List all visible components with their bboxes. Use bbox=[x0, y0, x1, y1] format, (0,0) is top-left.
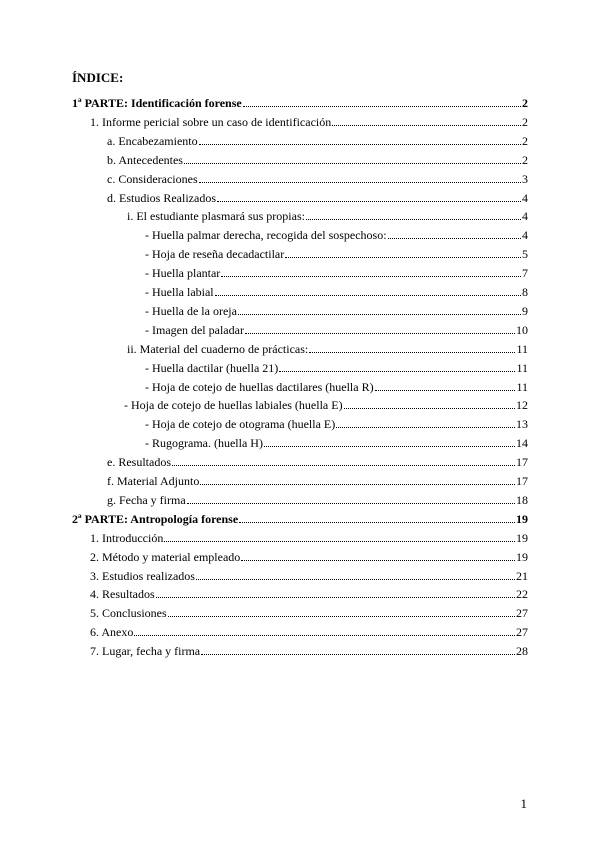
toc-entry-label: - Hoja de cotejo de huellas labiales (huella E) bbox=[124, 398, 343, 413]
toc-entry-page: 2 bbox=[522, 96, 528, 110]
toc-entry-label: d. Estudios Realizados bbox=[107, 190, 216, 205]
toc-entry-label: 2ª PARTE: Antropología forense bbox=[72, 511, 239, 526]
toc-leader-dots bbox=[134, 635, 515, 636]
toc-entry-label: - Rugograma. (huella H) bbox=[145, 436, 263, 451]
toc-entry[interactable] bbox=[107, 133, 528, 149]
toc-entry[interactable] bbox=[145, 360, 528, 376]
toc-entry[interactable] bbox=[90, 114, 528, 130]
toc-entry-page: 18 bbox=[516, 492, 528, 507]
toc-entry[interactable] bbox=[107, 454, 528, 470]
toc-leader-dots bbox=[279, 371, 515, 372]
toc-entry[interactable] bbox=[145, 227, 528, 243]
toc-entry[interactable] bbox=[90, 568, 528, 584]
toc-leader-dots bbox=[215, 295, 521, 296]
toc-entry-label: f. Material Adjunto bbox=[107, 474, 200, 488]
toc-entry[interactable] bbox=[145, 379, 528, 395]
toc-entry[interactable] bbox=[127, 341, 528, 357]
toc-leader-dots bbox=[264, 446, 515, 447]
toc-entry-label: - Imagen del paladar bbox=[145, 322, 244, 337]
toc-leader-dots bbox=[375, 390, 516, 391]
toc-entry[interactable] bbox=[145, 265, 528, 281]
toc-leader-dots bbox=[285, 257, 521, 258]
toc-entry-page: 27 bbox=[516, 606, 528, 621]
toc-entry-page: 11 bbox=[516, 360, 528, 375]
toc-leader-dots bbox=[201, 654, 515, 655]
toc-leader-dots bbox=[243, 106, 521, 107]
toc-leader-dots bbox=[184, 163, 521, 164]
index-heading: ÍNDICE: bbox=[72, 70, 124, 85]
toc-entry[interactable] bbox=[90, 643, 528, 659]
toc-entry[interactable] bbox=[145, 322, 528, 338]
toc-leader-dots bbox=[309, 352, 515, 353]
toc-entry-label: - Huella plantar bbox=[145, 266, 221, 281]
toc-entry-label: 1ª PARTE: Identificación forense bbox=[72, 96, 242, 110]
toc-leader-dots bbox=[199, 144, 521, 145]
toc-entry[interactable] bbox=[107, 171, 528, 187]
toc-leader-dots bbox=[332, 125, 521, 126]
toc-entry-label: ii. Material del cuaderno de prácticas: bbox=[127, 341, 309, 356]
toc-entry[interactable] bbox=[107, 492, 528, 508]
toc-entry-page: 4 bbox=[522, 209, 528, 224]
toc-leader-dots bbox=[200, 484, 515, 485]
toc-leader-dots bbox=[306, 219, 521, 220]
toc-entry[interactable] bbox=[72, 95, 528, 111]
toc-entry[interactable] bbox=[90, 605, 528, 621]
toc-entry-label: b. Antecedentes bbox=[107, 152, 183, 167]
toc-entry-page: 14 bbox=[516, 436, 528, 451]
toc-entry[interactable] bbox=[145, 246, 528, 262]
toc-entry-page: 5 bbox=[522, 247, 528, 262]
toc-entry-page: 28 bbox=[516, 644, 528, 659]
toc-entry-label: g. Fecha y firma bbox=[107, 492, 186, 507]
toc-entry-page: 9 bbox=[522, 303, 528, 318]
toc-entry-label: i. El estudiante plasmará sus propias: bbox=[127, 209, 305, 224]
toc-entry-label: - Huella labial bbox=[145, 285, 214, 299]
toc-entry-page: 4 bbox=[522, 190, 528, 205]
toc-entry[interactable] bbox=[107, 473, 528, 489]
toc-entry-label: - Huella palmar derecha, recogida del sospechoso: bbox=[145, 228, 387, 243]
toc-entry-label: - Hoja de cotejo de otograma (huella E) bbox=[145, 417, 336, 432]
toc-entry-page: 10 bbox=[516, 322, 528, 337]
toc-entry-page: 13 bbox=[516, 417, 528, 432]
toc-entry-page: 19 bbox=[516, 511, 528, 526]
toc-leader-dots bbox=[239, 522, 515, 523]
toc-entry-label: 7. Lugar, fecha y firma bbox=[90, 644, 201, 659]
toc-entry-page: 17 bbox=[516, 455, 528, 470]
toc-entry-page: 2 bbox=[522, 114, 528, 129]
toc-entry[interactable] bbox=[145, 303, 528, 319]
toc-entry-page: 11 bbox=[516, 341, 528, 356]
toc-entry-label: - Huella de la oreja bbox=[145, 303, 237, 318]
toc-entry-page: 12 bbox=[516, 398, 528, 413]
toc-entry-label: - Huella dactilar (huella 21) bbox=[145, 360, 279, 375]
toc-entry-page: 4 bbox=[522, 228, 528, 243]
toc-leader-dots bbox=[344, 408, 515, 409]
toc-leader-dots bbox=[388, 238, 521, 239]
toc-leader-dots bbox=[336, 427, 515, 428]
toc-entry-page: 2 bbox=[522, 152, 528, 167]
toc-entry-label: 1. Informe pericial sobre un caso de identificación bbox=[90, 114, 332, 129]
toc-entry-page: 19 bbox=[516, 530, 528, 545]
toc-leader-dots bbox=[199, 182, 521, 183]
toc-entry[interactable] bbox=[127, 208, 528, 224]
toc-entry-label: e. Resultados bbox=[107, 455, 171, 470]
toc-entry-label: 1. Introducción bbox=[90, 530, 164, 545]
toc-entry-label: 3. Estudios realizados bbox=[90, 568, 195, 583]
toc-entry-label: 6. Anexo bbox=[90, 625, 134, 640]
toc-entry-label: - Hoja de reseña decadactilar bbox=[145, 247, 285, 262]
toc-leader-dots bbox=[172, 465, 515, 466]
toc-entry-page: 2 bbox=[522, 133, 528, 148]
toc-entry-label: 5. Conclusiones bbox=[90, 606, 167, 621]
toc-entry-label: c. Consideraciones bbox=[107, 171, 198, 186]
toc-entry[interactable] bbox=[90, 549, 528, 565]
toc-entry-page: 3 bbox=[522, 171, 528, 186]
toc-entry[interactable] bbox=[107, 152, 528, 168]
toc-leader-dots bbox=[168, 616, 515, 617]
toc-leader-dots bbox=[221, 276, 521, 277]
toc-entry-label: a. Encabezamiento bbox=[107, 133, 198, 148]
toc-entry-page: 11 bbox=[516, 379, 528, 394]
toc-leader-dots bbox=[156, 597, 515, 598]
toc-entry[interactable] bbox=[90, 530, 528, 546]
toc-entry-label: 4. Resultados bbox=[90, 587, 155, 602]
toc-entry-label: - Hoja de cotejo de huellas dactilares (huella R) bbox=[145, 379, 374, 394]
toc-entry-page: 22 bbox=[516, 587, 528, 602]
toc-entry[interactable] bbox=[145, 416, 528, 432]
toc-entry[interactable] bbox=[107, 190, 528, 206]
toc-entry-page: 19 bbox=[516, 549, 528, 564]
toc-entry-page: 17 bbox=[516, 474, 528, 488]
page-number: 1 bbox=[520, 796, 527, 811]
toc-entry[interactable] bbox=[145, 284, 528, 300]
toc-entry-page: 27 bbox=[516, 625, 528, 640]
toc-leader-dots bbox=[217, 201, 521, 202]
toc-entry[interactable] bbox=[90, 586, 528, 602]
toc-entry-label: 2. Método y material empleado bbox=[90, 549, 241, 564]
toc-leader-dots bbox=[196, 579, 515, 580]
toc-entry[interactable] bbox=[90, 624, 528, 640]
toc-leader-dots bbox=[241, 560, 515, 561]
toc-entry[interactable] bbox=[145, 435, 528, 451]
toc-leader-dots bbox=[187, 503, 515, 504]
toc-entry-page: 8 bbox=[522, 285, 528, 299]
toc-entry[interactable] bbox=[72, 511, 528, 527]
toc-leader-dots bbox=[238, 314, 521, 315]
toc-entry-page: 7 bbox=[522, 266, 528, 281]
toc-entry-page: 21 bbox=[516, 568, 528, 583]
toc-leader-dots bbox=[245, 333, 515, 334]
toc-leader-dots bbox=[164, 541, 515, 542]
toc-entry[interactable] bbox=[124, 397, 528, 413]
